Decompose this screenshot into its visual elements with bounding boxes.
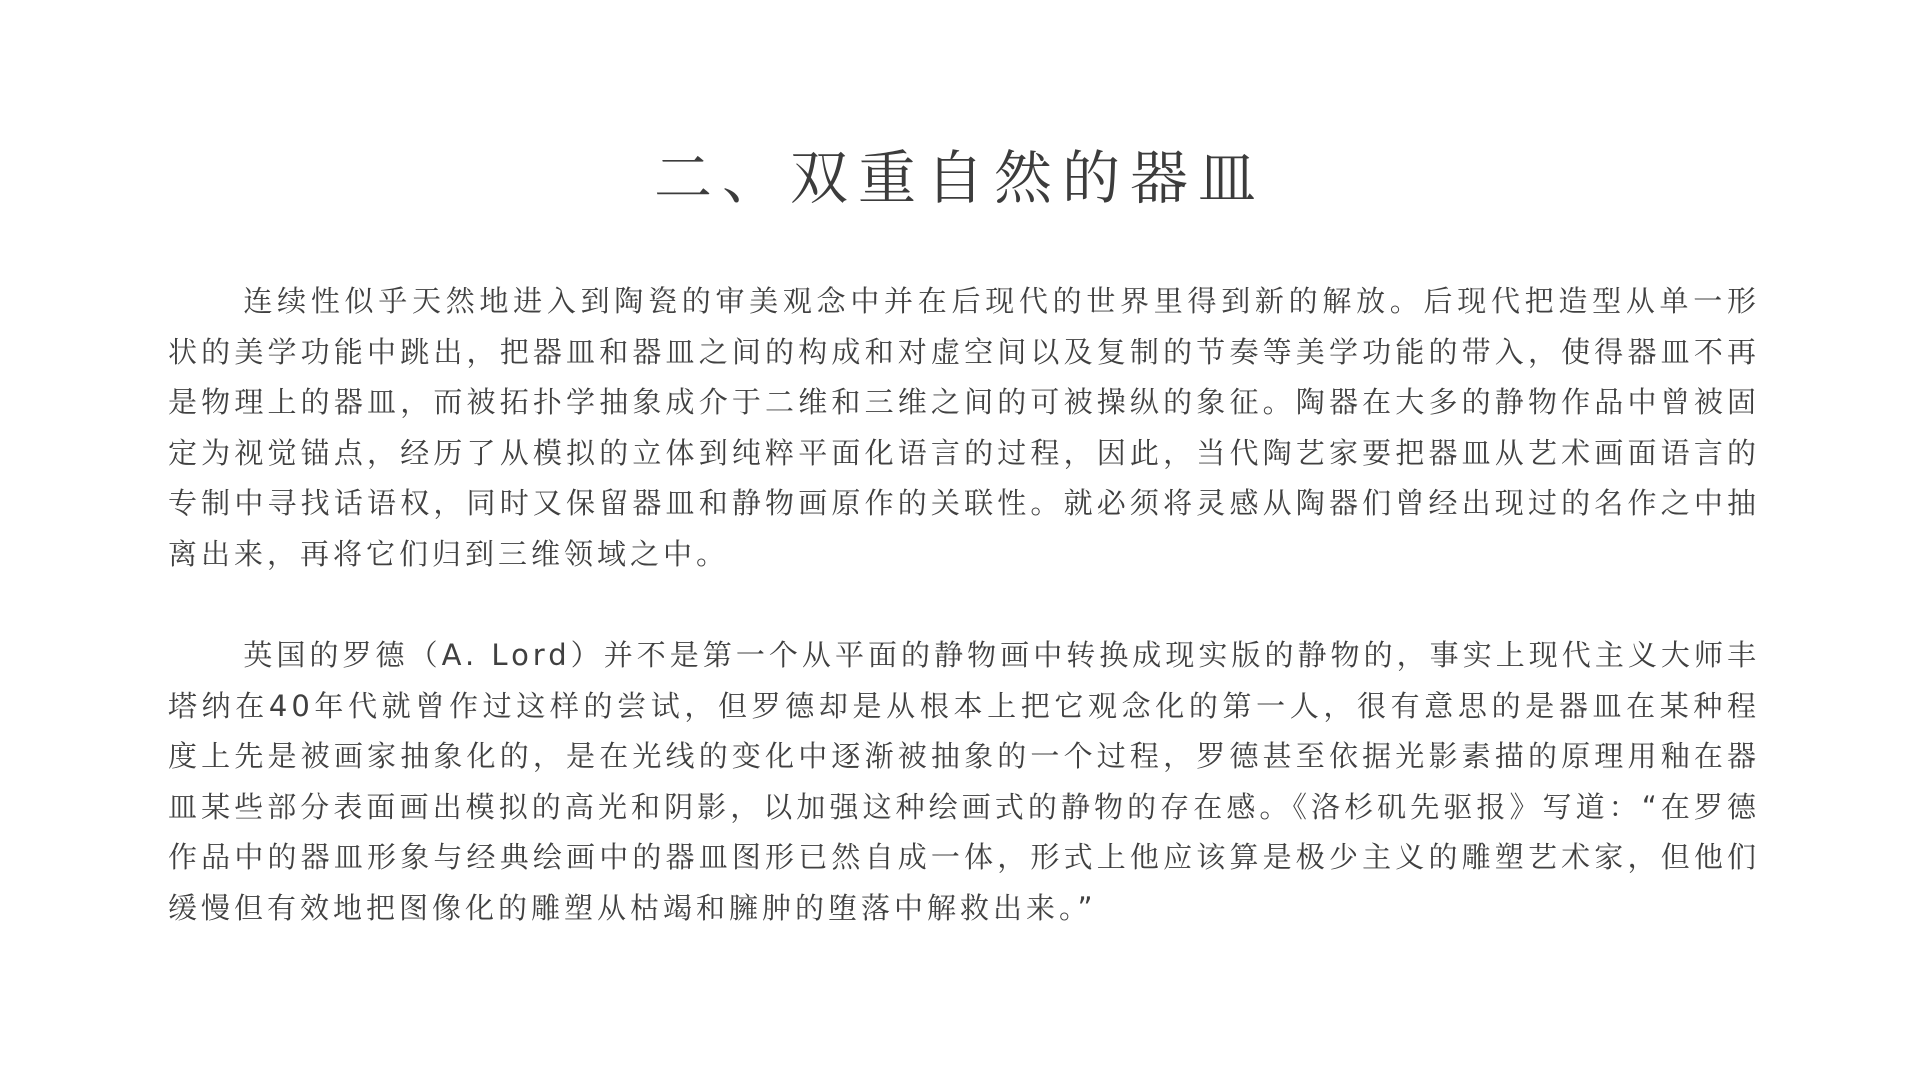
paragraph-1: 连续性似乎天然地进入到陶瓷的审美观念中并在后现代的世界里得到新的解放。后现代把造型从单一形状的美学功能中跳出，把器皿和器皿之间的构成和对虚空间以及复制的节奏等美学功能的带入，使得器皿不再是物理上的器皿，而被拓扑学抽象成介于二维和三维之间的可被操纵的象征。陶器在大多的静物作品中曾被固定为视觉锚点，经历了从模拟的立体到纯粹平面化语言的过程，因此，当代陶艺家要把器皿从艺术画面语言的专制中寻找话语权，同时又保留器皿和静物画原作的关联性。就必须将灵感从陶器们曾经出现过的名作之中抽离出来，再将它们归到三维领域之中。 bbox=[168, 284, 1760, 571]
paragraph-2: 英国的罗德（A. Lord）并不是第一个从平面的静物画中转换成现实版的静物的，事实上现代主义大师丰塔纳在40年代就曾作过这样的尝试，但罗德却是从根本上把它观念化的第一人，很有意思的是器皿在某种程度上先是被画家抽象化的，是在光线的变化中逐渐被抽象的一个过程，罗德甚至依据光影素描的原理用釉在器皿某些部分表面画出模拟的高光和阴影，以加强这种绘画式的静物的存在感。《洛杉矶先驱报》写道：“在罗德作品中的器皿形象与经典绘画中的器皿图形已然自成一体，形式上他应该算是极少主义的雕塑艺术家，但他们缓慢但有效地把图像化的雕塑从枯竭和臃肿的堕落中解救出来。” bbox=[168, 638, 1760, 925]
page-title: 二、双重自然的器皿 bbox=[653, 144, 1266, 212]
